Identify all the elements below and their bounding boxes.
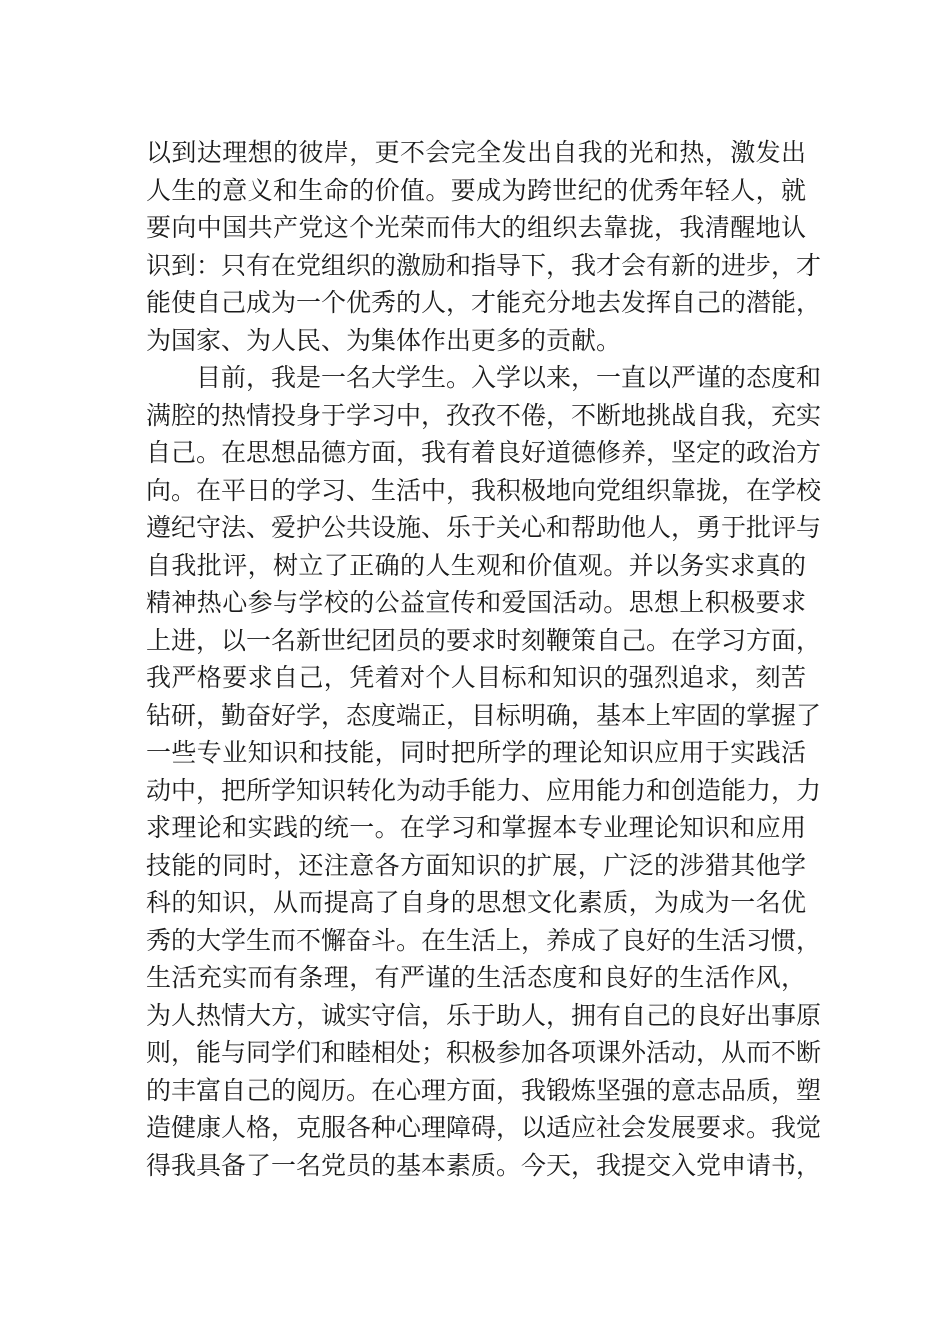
text-line: 上进，以一名新世纪团员的要求时刻鞭策自己。在学习方面，: [146, 625, 822, 655]
body-text: [146, 134, 822, 1184]
text-line: 则，能与同学们和睦相处；积极参加各项课外活动，从而不断: [146, 1038, 822, 1067]
text-line: 我严格要求自己，凭着对个人目标和知识的强烈追求，刻苦: [146, 663, 806, 692]
text-line: 求理论和实践的统一。在学习和掌握本专业理论知识和应用: [146, 813, 806, 842]
text-line: 生活充实而有条理，有严谨的生活态度和良好的生活作风，: [146, 963, 806, 992]
text-line: 科的知识，从而提高了自身的思想文化素质，为成为一名优: [146, 888, 806, 917]
text-line: 目前，我是一名大学生。入学以来，一直以严谨的态度和: [196, 363, 822, 392]
text-line: 自己。在思想品德方面，我有着良好道德修养，坚定的政治方: [146, 438, 822, 467]
text-line: 满腔的热情投身于学习中，孜孜不倦，不断地挑战自我，充实: [146, 400, 822, 430]
text-line: 为人热情大方，诚实守信，乐于助人，拥有自己的良好出事原: [146, 1000, 822, 1030]
text-line: 识到：只有在党组织的激励和指导下，我才会有新的进步，才: [146, 250, 822, 280]
text-line: 一些专业知识和技能，同时把所学的理论知识应用于实践活: [146, 738, 806, 767]
text-line: 秀的大学生而不懈奋斗。在生活上，养成了良好的生活习惯，: [146, 925, 822, 955]
text-line: 人生的意义和生命的价值。要成为跨世纪的优秀年轻人，就: [146, 175, 806, 205]
text-line: 精神热心参与学校的公益宣传和爱国活动。思想上积极要求: [146, 588, 806, 617]
paragraph-1: [146, 134, 822, 359]
text-line: 造健康人格，克服各种心理障碍，以适应社会发展要求。我觉: [146, 1113, 822, 1142]
text-line: 向。在平日的学习、生活中，我积极地向党组织靠拢，在学校: [146, 475, 822, 505]
text-line: 遵纪守法、爱护公共设施、乐于关心和帮助他人，勇于批评与: [146, 513, 822, 542]
text-line: 得我具备了一名党员的基本素质。今天，我提交入党申请书，: [146, 1150, 822, 1180]
text-line: 以到达理想的彼岸，更不会完全发出自我的光和热，激发出: [146, 138, 806, 167]
text-line: 为国家、为人民、为集体作出更多的贡献。: [146, 325, 622, 355]
paragraph-2: [146, 359, 822, 1184]
text-line: 的丰富自己的阅历。在心理方面，我锻炼坚强的意志品质，塑: [146, 1075, 822, 1105]
text-line: 自我批评，树立了正确的人生观和价值观。并以务实求真的: [146, 550, 806, 580]
text-line: 要向中国共产党这个光荣而伟大的组织去靠拢，我清醒地认: [146, 213, 806, 242]
text-line: 技能的同时，还注意各方面知识的扩展，广泛的涉猎其他学: [146, 850, 806, 880]
text-line: 动中，把所学知识转化为动手能力、应用能力和创造能力，力: [146, 775, 822, 805]
text-line: 钻研，勤奋好学，态度端正，目标明确，基本上牢固的掌握了: [146, 700, 822, 730]
text-line: 能使自己成为一个优秀的人，才能充分地去发挥自己的潜能，: [146, 288, 822, 317]
